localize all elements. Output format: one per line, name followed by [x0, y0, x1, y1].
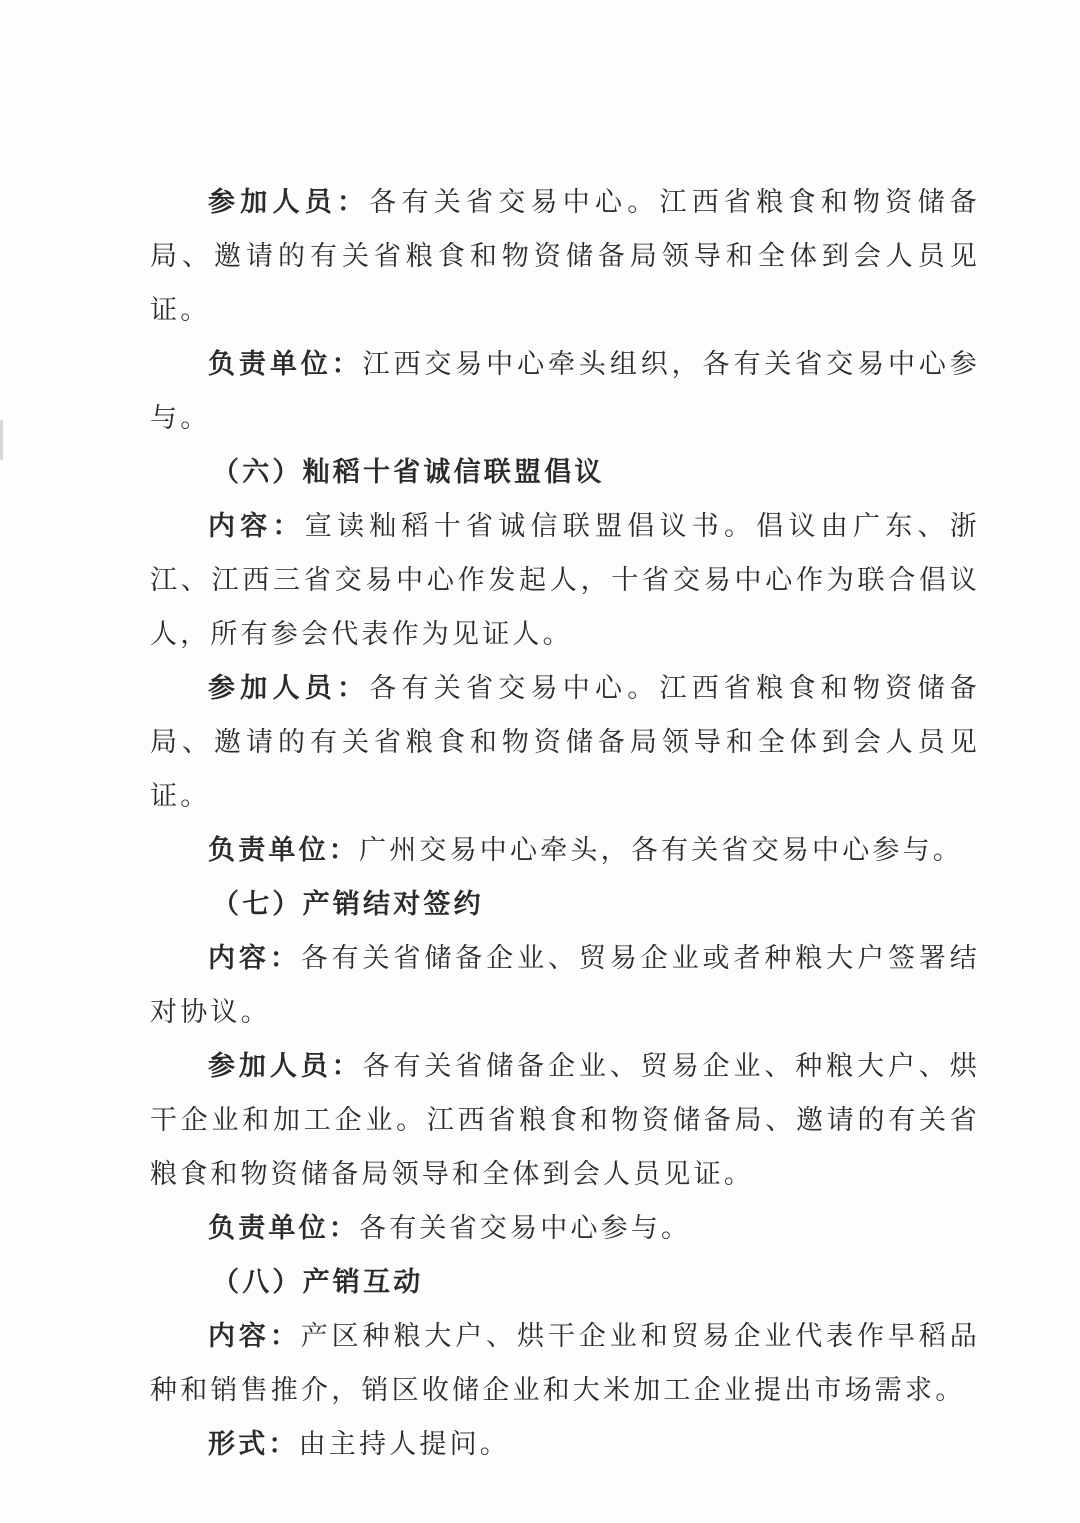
- paragraph-label: 负责单位：: [208, 835, 359, 866]
- paragraph-participants: [150, 662, 980, 824]
- paragraph-text: 江西交易中心牵头组织，各有关省交易中心参与。: [150, 349, 981, 434]
- paragraph-text: 广州交易中心牵头，各有关省交易中心参与。: [359, 835, 963, 866]
- paragraph-text: 宣读籼稻十省诚信联盟倡议书。倡议由广东、浙江、江西三省交易中心作发起人，十省交易中心作为联合倡议人，所有参会代表作为见证人。: [150, 511, 980, 650]
- scan-edge-mark: [0, 420, 3, 460]
- paragraph-label: 参加人员：: [208, 673, 370, 704]
- paragraph-text: 各有关省交易中心。江西省粮食和物资储备局、邀请的有关省粮食和物资储备局领导和全体到会人员见证。: [150, 673, 980, 812]
- paragraph-text: 各有关省交易中心参与。: [359, 1213, 692, 1244]
- paragraph-label: 参加人员：: [208, 187, 370, 218]
- document-body: [150, 176, 980, 1472]
- paragraph-content: [150, 932, 980, 1040]
- paragraph-participants: [150, 176, 980, 338]
- paragraph-responsible-unit: [150, 338, 980, 446]
- section-heading-8: （八）产销互动: [212, 1267, 424, 1298]
- paragraph-content: [150, 500, 980, 662]
- paragraph-label: 负责单位：: [208, 1213, 359, 1244]
- paragraph-text: 各有关省交易中心。江西省粮食和物资储备局、邀请的有关省粮食和物资储备局领导和全体到会人员见证。: [150, 187, 980, 326]
- paragraph-participants: [150, 1040, 980, 1202]
- paragraph-text: 产区种粮大户、烘干企业和贸易企业代表作早稻品种和销售推介，销区收储企业和大米加工企业提出市场需求。: [150, 1321, 980, 1406]
- paragraph-label: 内容：: [208, 511, 305, 542]
- section-heading-7: （七）产销结对签约: [212, 889, 484, 920]
- paragraph-format: [150, 1418, 980, 1472]
- paragraph-label: 参加人员：: [208, 1051, 363, 1082]
- paragraph-text: 各有关省储备企业、贸易企业或者种粮大户签署结对协议。: [150, 943, 980, 1028]
- paragraph-content: [150, 1310, 980, 1418]
- paragraph-label: 内容：: [208, 1321, 301, 1352]
- paragraph-label: 负责单位：: [208, 349, 363, 380]
- section-heading-6: （六）籼稻十省诚信联盟倡议: [212, 457, 605, 488]
- paragraph-responsible-unit: [150, 1202, 980, 1256]
- paragraph-text: 各有关省储备企业、贸易企业、种粮大户、烘干企业和加工企业。江西省粮食和物资储备局、邀请的有关省粮食和物资储备局领导和全体到会人员见证。: [150, 1051, 981, 1190]
- paragraph-responsible-unit: [150, 824, 980, 878]
- paragraph-text: 由主持人提问。: [298, 1429, 511, 1460]
- paragraph-label: 形式：: [208, 1429, 299, 1460]
- paragraph-label: 内容：: [208, 943, 301, 974]
